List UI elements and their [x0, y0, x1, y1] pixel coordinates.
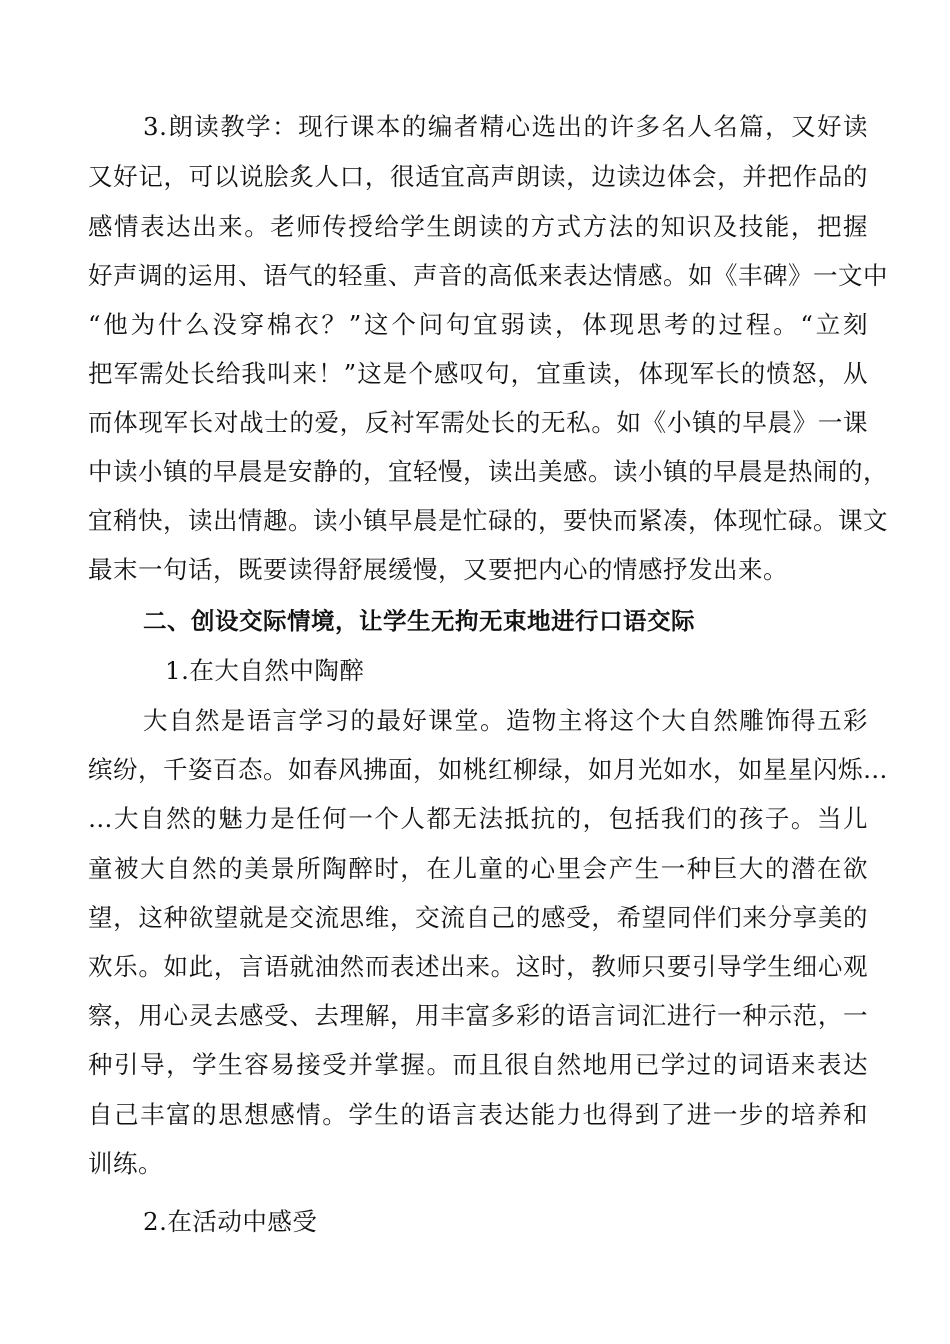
text-line: 训练。	[88, 1149, 163, 1178]
text-line: 自己丰富的思想感情。学生的语言表达能力也得到了进一步的培养和	[88, 1100, 868, 1129]
subsection-title: 1.在大自然中陶醉	[165, 656, 365, 685]
text-line: 中读小镇的早晨是安静的，宜轻慢，读出美感。读小镇的早晨是热闹的，	[88, 457, 888, 486]
text-line: …大自然的魅力是任何一个人都无法抵抗的，包括我们的孩子。当儿	[88, 804, 868, 833]
text-line: 把军需处长给我叫来！”这是个感叹句，宜重读，体现军长的愤怒，从	[88, 359, 868, 388]
text-line: 又好记，可以说脍炙人口，很适宜高声朗读，边读边体会，并把作品的	[88, 162, 868, 191]
text-line: 最末一句话，既要读得舒展缓慢，又要把内心的情感抒发出来。	[88, 555, 788, 584]
text-line: 而体现军长对战士的爱，反衬军需处长的无私。如《小镇的早晨》一课	[88, 408, 868, 437]
text-line: 察，用心灵去感受、去理解，用丰富多彩的语言词汇进行一种示范，一	[88, 1001, 868, 1030]
text-line: 童被大自然的美景所陶醉时，在儿童的心里会产生一种巨大的潜在欲	[88, 854, 868, 883]
text-line: 大自然是语言学习的最好课堂。造物主将这个大自然雕饰得五彩	[143, 706, 868, 735]
text-line: 种引导，学生容易接受并掌握。而且很自然地用已学过的词语来表达	[88, 1050, 868, 1079]
section-heading: 二、创设交际情境，让学生无拘无束地进行口语交际	[143, 607, 695, 635]
text-line: 宜稍快，读出情趣。读小镇早晨是忙碌的，要快而紧凑，体现忙碌。课文	[88, 506, 888, 535]
text-line: 3.朗读教学：现行课本的编者精心选出的许多名人名篇，又好读	[143, 112, 868, 141]
subsection-title: 2.在活动中感受	[143, 1207, 318, 1236]
text-line: 好声调的运用、语气的轻重、声音的高低来表达情感。如《丰碑》一文中	[88, 261, 888, 290]
text-line: 缤纷，千姿百态。如春风拂面，如桃红柳绿，如月光如水，如星星闪烁…	[88, 755, 888, 784]
text-line: 欢乐。如此，言语就油然而表述出来。这时，教师只要引导学生细心观	[88, 952, 868, 981]
text-line: 感情表达出来。老师传授给学生朗读的方式方法的知识及技能，把握	[88, 212, 868, 241]
text-line: 望，这种欲望就是交流思维，交流自己的感受，希望同伴们来分享美的	[88, 903, 868, 932]
text-line: “他为什么没穿棉衣？”这个问句宜弱读，体现思考的过程。“立刻	[88, 310, 868, 339]
